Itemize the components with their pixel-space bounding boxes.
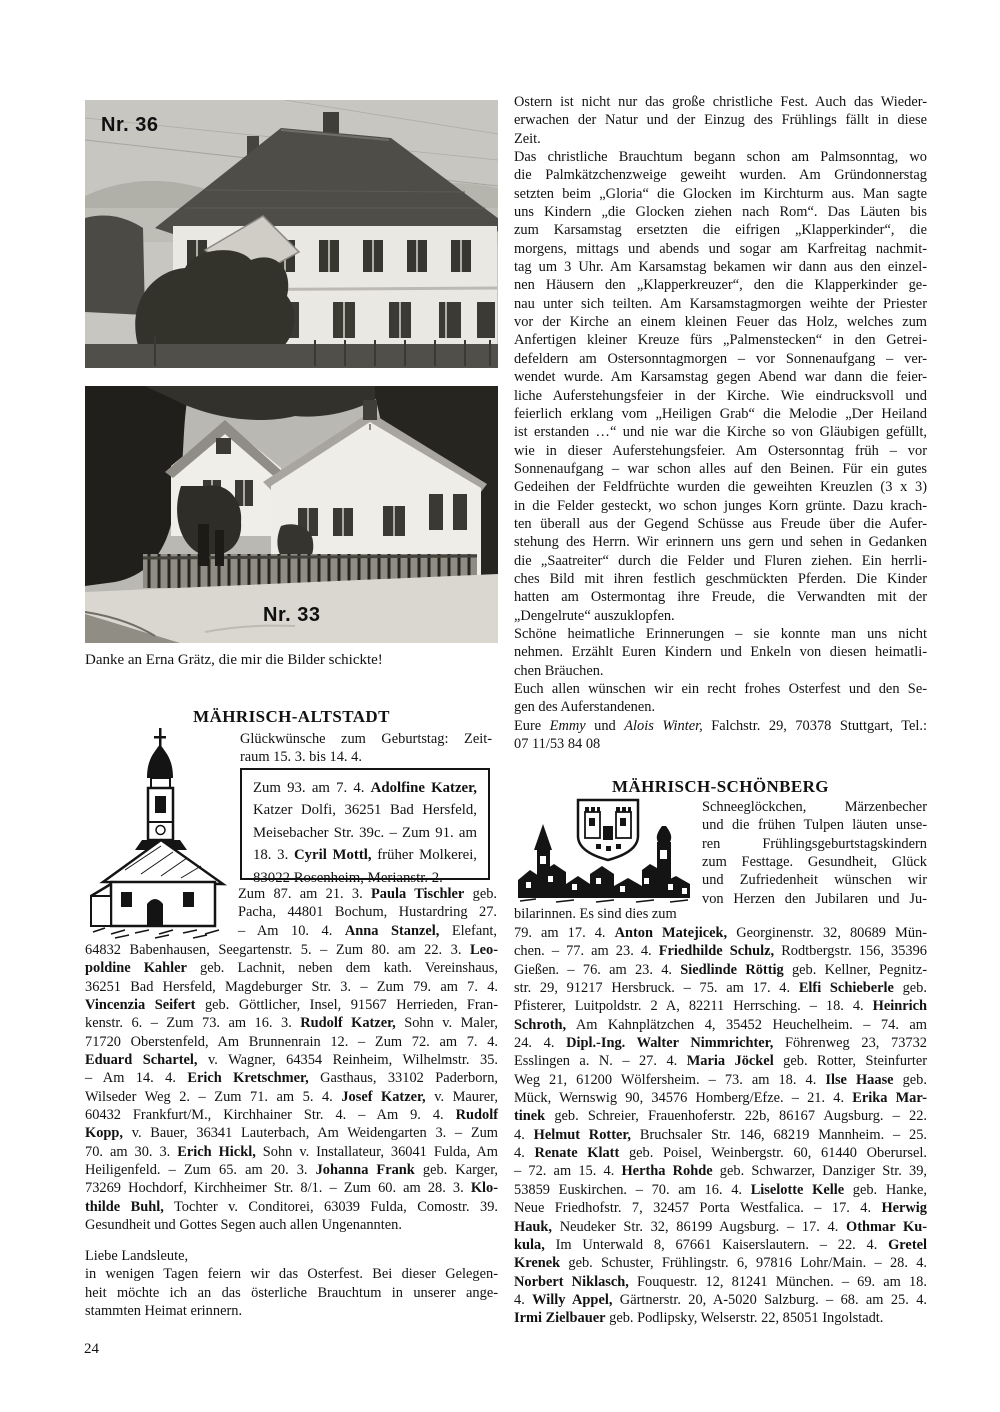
house-photo-nr-33 — [85, 386, 498, 643]
text-line: Eduard Schartel, v. Wagner, 64354 Reinheim, Wilhelmstr. 35. — [85, 1052, 498, 1069]
text-line: Zum 87. am 21. 3. Paula Tischler geb. — [238, 886, 497, 902]
page-number: 24 — [84, 1341, 99, 1357]
text-line: Zum 93. am 7. 4. Adolfine Katzer, — [253, 780, 477, 796]
text-line: – Am 14. 4. Erich Kretschmer, Gasthaus, 33102 Paderborn, — [85, 1070, 498, 1087]
text-line: str. 29, 91217 Hersbruck. – 75. am 17. 4. Elfi Schieberle geb. — [514, 980, 927, 997]
text-line: 83022 Rosenheim, Merianstr. 2. — [253, 869, 443, 886]
text-line: in die Felder gesteckt, wo schon junges Korn grünte. Dazu krach- — [514, 497, 927, 514]
section-heading-maehrisch-altstadt: MÄHRISCH-ALTSTADT — [193, 707, 390, 726]
text-line: nehmen. Erzählt Euren Kindern und Enkeln von diesen heimatli- — [514, 644, 927, 661]
text-line: 07 11/53 84 08 — [514, 736, 601, 753]
text-line: Zeit. — [514, 130, 541, 147]
text-line: Kopp, v. Bauer, 36341 Lauterbach, Am Weidengarten 3. – Zum — [85, 1125, 498, 1142]
text-line: Pfisterer, Luitpoldstr. 2 A, 82211 Herrsching. – 18. 4. Heinrich — [514, 998, 927, 1015]
text-line: wendet wurde. Am Karsamstag gegen Abend war dann die feier- — [514, 369, 927, 386]
text-line: uns Kindern „die Glocken ziehen nach Rom“. Das Läuten bis — [514, 204, 927, 221]
text-line: Gießen. – 76. am 23. 4. Siedlinde Röttig geb. Kellner, Pegnitz- — [514, 961, 927, 978]
text-line: zum Karsamstag ersetzten die eifrigen „Klapperkinder“, die — [514, 222, 927, 239]
text-line: bilarinnen. Es sind dies zum — [514, 906, 677, 922]
text-line: Pacha, 44801 Bochum, Hustardring 27. — [238, 904, 497, 921]
text-line: chen. – 77. am 23. 4. Friedhilde Schulz, Rodtbergstr. 156, 35396 — [514, 943, 927, 960]
text-line: tinek geb. Schreier, Frauenhoferstr. 22b, 86167 Augsburg. – 22. — [514, 1108, 927, 1125]
section-heading-maehrisch-schoenberg: MÄHRISCH-SCHÖNBERG — [612, 777, 829, 796]
easter-article — [514, 93, 927, 753]
church-icon — [85, 724, 237, 940]
text-line: ten überall aus der Gegend Schüsse aus Freude über die Aufer- — [514, 515, 927, 532]
text-line: Ostern ist nicht nur das große christliche Fest. Auch das Wieder- — [514, 94, 927, 110]
birthday-highlight-box — [240, 768, 490, 886]
altstadt-closing — [85, 1247, 498, 1320]
text-line: Schöne heimatliche Erinnerungen – sie konnte man uns nicht — [514, 625, 927, 642]
text-line: liche Auferstehungsfeier in der Kirche. Wie eindrucksvoll und — [514, 387, 927, 404]
text-line: 70. am 30. 3. Erich Hickl, Sohn v. Installateur, 36041 Fulda, Am — [85, 1143, 498, 1160]
text-line: Schneeglöckchen, Märzenbecher — [702, 799, 927, 815]
text-line: thilde Buhl, Tochter v. Conditorei, 63039 Fulda, Comostr. 39. — [85, 1198, 498, 1215]
text-line: 64832 Babenhausen, Seegartenstr. 5. – Zum 80. am 22. 3. Leo- — [85, 942, 498, 958]
text-line: wie in dieser Auferstehungsfeier. Am Ostersonntag früh – vor — [514, 442, 927, 459]
altstadt-intro — [240, 730, 492, 767]
text-line: poldine Kahler geb. Lachnit, neben dem kath. Vereinshaus, — [85, 960, 498, 977]
text-line: und die frühen Tulpen läuten unse- — [702, 817, 927, 834]
text-line: Wilseder Weg 2. – Zum 71. am 5. 4. Josef Katzer, v. Maurer, — [85, 1088, 498, 1105]
text-line: feierlich erklang vom „Heiligen Grab“ die Melodie „Der Heiland — [514, 405, 927, 422]
text-line: und Zufriedenheit wünschen wir — [702, 872, 927, 889]
text-line: tag um 3 Uhr. Am Karsamstag bekamen wir dann aus den einzel- — [514, 259, 927, 276]
text-line: Schroth, Am Kahnplätzchen 4, 35452 Heuchelheim. – 74. am — [514, 1016, 927, 1033]
photo-label-nr-33: Nr. 33 — [263, 604, 321, 626]
text-line: 4. Helmut Rotter, Bruchsaler Str. 146, 68219 Mannheim. – 25. — [514, 1126, 928, 1143]
text-line: 18. 3. Cyril Mottl, früher Molkerei, — [253, 847, 478, 864]
text-line: 73269 Hochdorf, Kirchheimer Str. 8/1. – Zum 60. am 28. 3. Klo- — [85, 1180, 498, 1197]
text-line: hatten am Ostermontag ihre Freude, die Verwandten mit der — [514, 589, 927, 606]
text-line: morgens, mittags und abends und sogar am Karfreitag nachmit- — [514, 240, 927, 257]
text-line: Gedeihen der Feldfrüchte wurden die geweihten Kreuzlen (3 x 3) — [514, 479, 927, 496]
text-line: Meisebacher Str. 39c. – Zum 91. am — [253, 824, 477, 841]
schoenberg-intro-side — [702, 798, 927, 908]
text-line: kenstr. 6. – Zum 73. am 16. 3. Rudolf Katzer, Sohn v. Maler, — [85, 1015, 498, 1032]
text-line: chen Bräuchen. — [514, 662, 604, 679]
text-line: erwachen der Natur und der Einzug des Frühlings fällt in diese — [514, 112, 927, 129]
text-line: heit möchte ich an das österliche Brauchtum in unserer ange- — [85, 1284, 498, 1301]
text-line: ist erstanden …“ und nie war die Kirche so von Gläubigen gefüllt, — [514, 424, 927, 441]
text-line: Anfertigen kleiner Kreuze fürs „Palmenstecken“ in den Getrei- — [514, 332, 927, 349]
altstadt-body — [85, 941, 498, 1235]
house-photo-nr-36 — [85, 100, 498, 368]
text-line: Das christliche Brauchtum begann schon am Palmsonntag, wo — [514, 149, 927, 166]
text-line: Mück, Wernswig 90, 34576 Homberg/Efze. – 21. 4. Erika Mar- — [514, 1090, 927, 1107]
text-line: Heiligenfeld. – Zum 65. am 20. 3. Johanna Frank geb. Karger, — [85, 1162, 499, 1179]
text-line: Katzer Dolfi, 36251 Bad Hersfeld, — [253, 802, 477, 819]
text-line: stehung des Herrn. Wir erinnern uns gern und sehen in Gedanken — [514, 534, 927, 551]
text-line: Sonnenaufgang – war schon alles auf den Beinen. Für ein gutes — [514, 460, 927, 477]
text-line: 24. 4. Dipl.-Ing. Walter Nimmrichter, Föhrenweg 23, 73732 — [514, 1035, 927, 1052]
text-line: nen Häusern den „Klapperkreuzer“, den die Klapperkinder ge- — [514, 277, 927, 294]
text-line: raum 15. 3. bis 14. 4. — [240, 749, 362, 766]
text-line: Krenek geb. Schuster, Frühlingstr. 6, 97816 Lohr/Main. – 28. 4. — [514, 1255, 927, 1272]
text-line: zum Festtage. Gesundheit, Glück — [702, 854, 927, 871]
text-line: – 72. am 15. 4. Hertha Rohde geb. Schwarzer, Danziger Str. 39, — [514, 1163, 927, 1180]
text-line: Eure Emmy und Alois Winter, Falchstr. 29, 70378 Stuttgart, Tel.: — [514, 717, 928, 734]
text-line: Weg 21, 61200 Wölfersheim. – 73. am 18. 4. Ilse Haase geb. — [514, 1071, 927, 1088]
text-line: „Dengelrute“ auszuklopfen. — [514, 607, 675, 624]
church-illustration — [85, 724, 237, 940]
text-line: gen des Auferstandenen. — [514, 699, 656, 716]
house-photo-nr-36-image — [85, 100, 498, 368]
text-line: Neue Friedhofstr. 7, 32457 Porta Westfalica. – 17. 4. Herwig — [514, 1200, 927, 1217]
text-line: Irmi Zielbauer geb. Podlipsky, Welserstr. 22, 85051 Ingolstadt. — [514, 1310, 884, 1327]
text-line: 4. Willy Appel, Gärtnerstr. 20, A-5020 Salzburg. – 68. am 25. 4. — [514, 1291, 928, 1308]
text-line: Esslingen a. N. – 27. 4. Maria Jöckel geb. Rotter, Steinfurter — [514, 1053, 928, 1070]
text-line: in wenigen Tagen feiern wir das Osterfest. Bei dieser Gelegen- — [85, 1266, 498, 1283]
text-line: Liebe Landsleute, — [85, 1248, 189, 1264]
photo-label-nr-36: Nr. 36 — [101, 114, 159, 136]
text-line: defeldern am Ostersonntagmorgen – vor Sonnenaufgang – ver- — [514, 350, 927, 367]
text-line: Glückwünsche zum Geburtstag: Zeit- — [240, 731, 492, 747]
town-crest-illustration — [516, 796, 700, 906]
text-line: stammten Heimat erinnern. — [85, 1303, 243, 1320]
altstadt-indented-lines — [238, 885, 497, 940]
text-line: Vincenzia Seifert geb. Göttlicher, Insel, 91567 Herrieden, Fran- — [85, 997, 498, 1014]
text-line: 60432 Frankfurt/M., Kirchhainer Str. 4. – Am 9. 4. Rudolf — [85, 1107, 498, 1124]
text-line: ren Frühlingsgeburtstagskindern — [702, 835, 927, 852]
schoenberg-intro-bridge — [514, 905, 927, 923]
text-line: ches Bild mit ihren festlich geschmückten Pferden. Die Kinder — [514, 570, 927, 587]
text-line: kula, Im Unterwald 8, 67661 Kaiserslautern. – 22. 4. Gretel — [514, 1236, 927, 1253]
text-line: – Am 10. 4. Anna Stanzel, Elefant, — [238, 922, 497, 939]
schoenberg-body — [514, 924, 927, 1328]
text-line: 79. am 17. 4. Anton Matejicek, Georginenstr. 32, 80689 Mün- — [514, 925, 927, 941]
text-line: nau unter sich teilten. Am Karsamstagmorgen weihte der Priester — [514, 295, 927, 312]
photo-caption: Danke an Erna Grätz, die mir die Bilder schickte! — [85, 652, 383, 668]
text-line: 36251 Bad Hersfeld, Magdeburger Str. 3. – Zum 79. am 7. 4. — [85, 978, 498, 995]
text-line: 71720 Oberstenfeld, Am Brunnenrain 12. – Zum 72. am 7. 4. — [85, 1033, 498, 1050]
text-line: Gesundheit und Gottes Segen auch allen Ungenannten. — [85, 1217, 402, 1234]
text-line: 53859 Euskirchen. – 70. am 16. 4. Liselotte Kelle geb. Hanke, — [514, 1181, 928, 1198]
text-line: die Palmkätzchenzweige geweiht wurden. Am Gründonnerstag — [514, 167, 927, 184]
text-line: Norbert Niklasch, Fouquestr. 12, 81241 München. – 69. am 18. — [514, 1273, 927, 1290]
text-line: Hauk, Neudeker Str. 32, 86199 Augsburg. – 17. 4. Othmar Ku- — [514, 1218, 927, 1235]
text-line: von Herzen den Jubilaren und Ju- — [702, 890, 927, 907]
text-line: vor der Kirche an einem kleinen Feuer das Holz, welches zum — [514, 314, 927, 331]
text-line: 4. Renate Klatt geb. Poisel, Weinbergstr. 60, 61440 Oberursel. — [514, 1145, 928, 1162]
text-line: die „Saatreiter“ durch die Felder und Fluren ziehen. Ein herrli- — [514, 552, 927, 569]
town-crest-icon — [516, 796, 700, 906]
text-line: setzten beim „Gloria“ die Glocken im Kirchturm aus. Man sagte — [514, 185, 927, 202]
text-line: Euch allen wünschen wir ein recht frohes Osterfest und den Se- — [514, 681, 927, 697]
